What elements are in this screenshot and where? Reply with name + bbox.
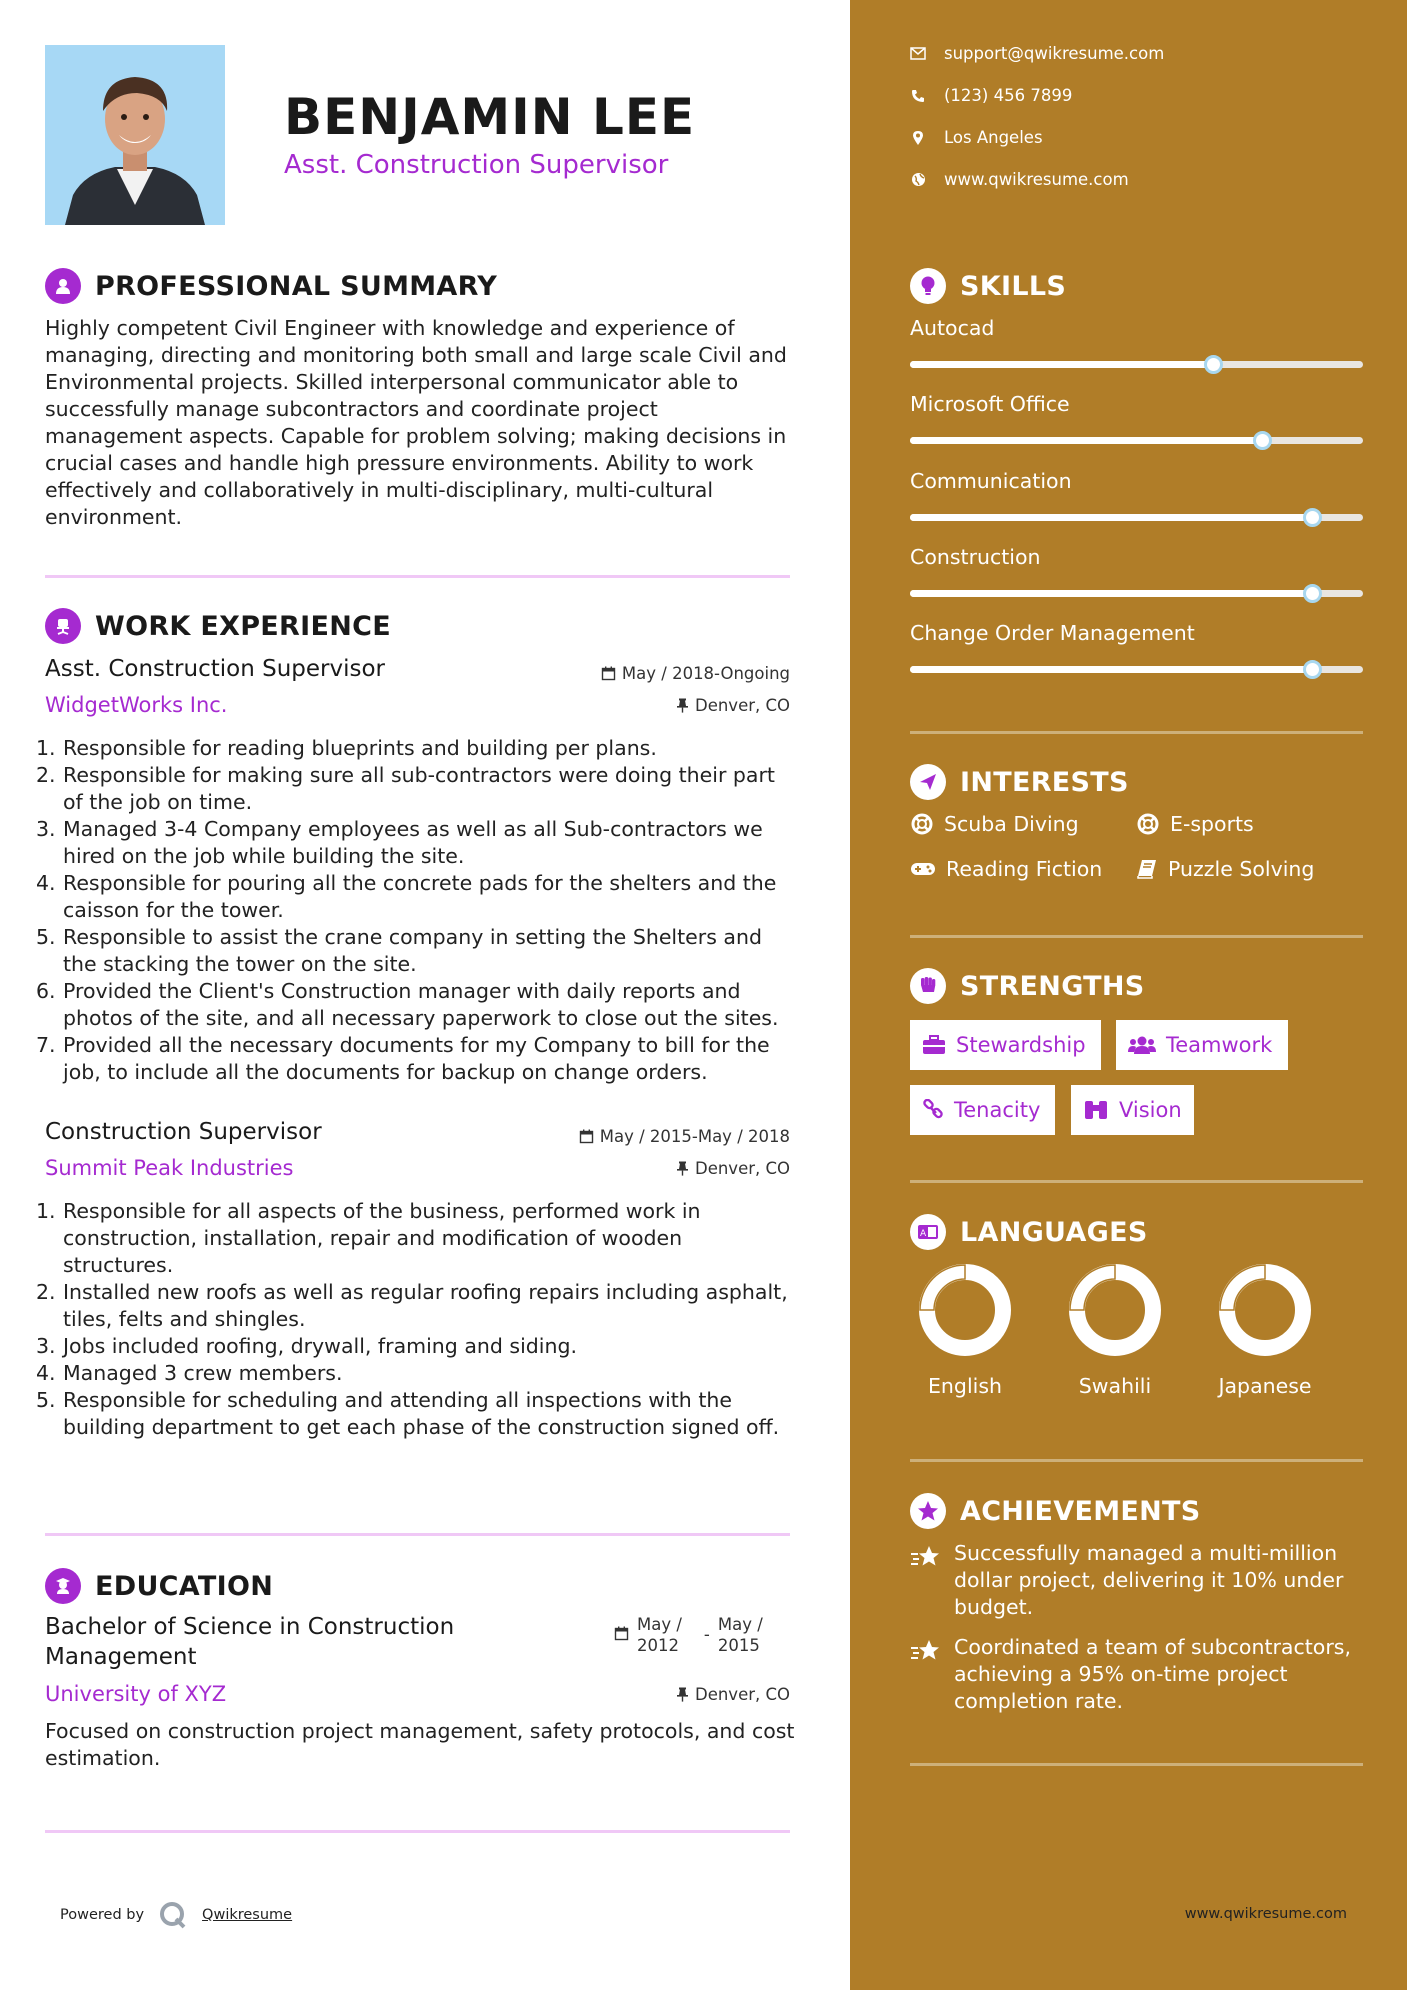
lifebuoy-icon [910, 812, 934, 836]
education-location: Denver, CO [676, 1685, 790, 1704]
skill-name: Construction [910, 545, 1041, 569]
contact-phone[interactable]: (123) 456 7899 [910, 86, 1072, 105]
skill-fill [910, 437, 1263, 444]
experience-heading: WORK EXPERIENCE [45, 608, 391, 644]
education-date: May / 2012 - May / 2015 [614, 1614, 763, 1656]
phone-icon [910, 88, 926, 104]
pushpin-icon [676, 1161, 689, 1176]
section-divider [910, 731, 1363, 734]
language-donut-remainder [1070, 1265, 1115, 1310]
skill-knob [1303, 584, 1322, 603]
profile-photo [45, 45, 225, 225]
list-item: 4. Responsible for pouring all the concrete pads for the shelters and the caisson for the tower. [36, 871, 777, 922]
calendar-icon [579, 1129, 594, 1144]
interest-item: E-sports [1136, 812, 1254, 836]
list-item: 1. Responsible for all aspects of the business, performed work in construction, installation, repair and modification of wooden structures. [36, 1199, 701, 1277]
section-divider [910, 1763, 1363, 1766]
interest-item: Reading Fiction [910, 857, 1102, 881]
language-donut [1067, 1262, 1163, 1358]
link-icon [922, 1099, 944, 1121]
skill-name: Autocad [910, 316, 995, 340]
job-location: Denver, CO [676, 696, 790, 715]
interest-item: Puzzle Solving [1136, 857, 1314, 881]
shooting-star-icon [910, 1540, 942, 1621]
list-item: 6. Provided the Client's Construction manager with daily reports and photos of the site, and all necessary paperwork to close out the sites. [36, 979, 779, 1030]
skill-knob [1303, 660, 1322, 679]
list-item: 5. Responsible to assist the crane company in setting the Shelters and the stacking the tower on the site. [36, 925, 762, 976]
degree-title: Bachelor of Science in Construction Management [45, 1614, 455, 1670]
candidate-title: Asst. Construction Supervisor [284, 150, 669, 180]
lifebuoy-icon [1136, 812, 1160, 836]
briefcase-icon [922, 1035, 946, 1055]
strengths-heading: STRENGTHS [910, 968, 1145, 1004]
skill-fill [910, 361, 1214, 368]
language-donut-remainder [920, 1265, 965, 1310]
skill-knob [1253, 431, 1272, 450]
strength-chip: Tenacity [910, 1085, 1055, 1135]
list-item: 7. Provided all the necessary documents for my Company to bill for the job, to include all the documents for backup on change orders. [36, 1033, 770, 1084]
skill-name: Microsoft Office [910, 392, 1070, 416]
education-heading: EDUCATION [45, 1568, 273, 1604]
qwikresume-link[interactable]: Qwikresume [202, 1907, 293, 1923]
footer-website-link[interactable]: www.qwikresume.com [1184, 1906, 1347, 1922]
graduation-cap-icon [45, 1568, 81, 1604]
language-icon [910, 1214, 946, 1250]
section-divider [45, 575, 790, 578]
job-date: May / 2018-Ongoing [601, 664, 790, 683]
list-item: 4. Managed 3 crew members. [36, 1361, 343, 1385]
strength-chip: Teamwork [1116, 1020, 1288, 1070]
summary-heading: PROFESSIONAL SUMMARY [45, 268, 497, 304]
list-item: 2. Installed new roofs as well as regular roofing repairs including asphalt, tiles, felts and shingles. [36, 1280, 788, 1331]
section-divider [45, 1830, 790, 1833]
languages-heading: A LANGUAGES [910, 1214, 1148, 1250]
calendar-icon [601, 666, 616, 681]
skill-knob [1204, 355, 1223, 374]
book-icon [1136, 858, 1158, 880]
language-donut-remainder [1220, 1265, 1265, 1310]
lightbulb-icon [910, 268, 946, 304]
education-description: Focused on construction project management, safety protocols, and cost estimation. [45, 1719, 795, 1770]
skill-name: Communication [910, 469, 1072, 493]
list-item: 1. Responsible for reading blueprints and building per plans. [36, 736, 657, 760]
section-divider [910, 1180, 1363, 1183]
map-marker-icon [910, 130, 926, 146]
skill-fill [910, 666, 1313, 673]
candidate-name: BENJAMIN LEE [284, 88, 696, 146]
skill-name: Change Order Management [910, 621, 1195, 645]
list-item: 3. Jobs included roofing, drywall, framing and siding. [36, 1334, 578, 1358]
skill-fill [910, 514, 1313, 521]
envelope-icon [910, 46, 926, 62]
company-name: Summit Peak Industries [45, 1156, 294, 1180]
contact-location: Los Angeles [910, 128, 1043, 147]
list-item: 2. Responsible for making sure all sub-contractors were doing their part of the job on time. [36, 763, 775, 814]
contact-website[interactable]: www.qwikresume.com [910, 170, 1129, 189]
strength-chip: Stewardship [910, 1020, 1101, 1070]
job-responsibilities [36, 735, 796, 1086]
skill-slider [910, 361, 1363, 368]
sidebar [850, 0, 1407, 1990]
shooting-star-icon [910, 1634, 942, 1715]
list-item: 5. Responsible for scheduling and attending all inspections with the building department to get each phase of the construction signed off. [36, 1388, 780, 1439]
achievement-item: Successfully managed a multi-million dollar project, delivering it 10% under budget. [910, 1540, 1370, 1621]
section-divider [910, 1459, 1363, 1462]
skill-slider [910, 437, 1363, 444]
star-icon [910, 1493, 946, 1529]
section-divider [45, 1533, 790, 1536]
raised-fist-icon [910, 968, 946, 1004]
pushpin-icon [676, 698, 689, 713]
job-title: Construction Supervisor [45, 1119, 322, 1145]
skill-fill [910, 590, 1313, 597]
list-item: 3. Managed 3-4 Company employees as well as all Sub-contractors we hired on the job while building the site. [36, 817, 763, 868]
pushpin-icon [676, 1687, 689, 1702]
job-title: Asst. Construction Supervisor [45, 656, 385, 682]
company-name: WidgetWorks Inc. [45, 693, 228, 717]
job-location: Denver, CO [676, 1159, 790, 1178]
powered-by: Powered by Qwikresume [60, 1900, 292, 1930]
strength-chip: Vision [1071, 1085, 1194, 1135]
job-date: May / 2015-May / 2018 [579, 1127, 790, 1146]
office-chair-icon [45, 608, 81, 644]
language-item: Japanese [1210, 1262, 1320, 1398]
language-item: English [910, 1262, 1020, 1398]
globe-icon [910, 172, 926, 188]
qwikresume-logo-icon [158, 1900, 188, 1930]
interest-item: Scuba Diving [910, 812, 1079, 836]
language-item: Swahili [1060, 1262, 1170, 1398]
achievement-item: Coordinated a team of subcontractors, achieving a 95% on-time project completion rate. [910, 1634, 1370, 1715]
school-name: University of XYZ [45, 1682, 227, 1706]
skill-slider [910, 590, 1363, 597]
skill-slider [910, 514, 1363, 521]
binoculars-icon [1083, 1099, 1109, 1121]
user-icon [45, 268, 81, 304]
achievements-heading: ACHIEVEMENTS [910, 1493, 1201, 1529]
skill-knob [1303, 508, 1322, 527]
users-icon [1128, 1035, 1156, 1055]
paper-plane-icon [910, 764, 946, 800]
language-donut [917, 1262, 1013, 1358]
skills-heading: SKILLS [910, 268, 1066, 304]
interests-heading: INTERESTS [910, 764, 1129, 800]
job-responsibilities [36, 1198, 796, 1441]
contact-email[interactable]: support@qwikresume.com [910, 44, 1164, 63]
gamepad-icon [910, 860, 936, 878]
skill-slider [910, 666, 1363, 673]
summary-text: Highly competent Civil Engineer with knowledge and experience of managing, directing and monitoring both small and large scale Civil and Environmental projects. Skilled interpersonal communicator able to successfully manage subcontractors and coordinate project management aspects. Capable for problem solving; making decisions in crucial cases and handle high pressure environments. Ability to work effectively and collaboratively in multi-disciplinary, multi-cultural environment. [45, 316, 787, 529]
language-donut [1217, 1262, 1313, 1358]
svg-text:A: A [920, 1229, 927, 1239]
calendar-icon [614, 1626, 629, 1641]
section-divider [910, 935, 1363, 938]
